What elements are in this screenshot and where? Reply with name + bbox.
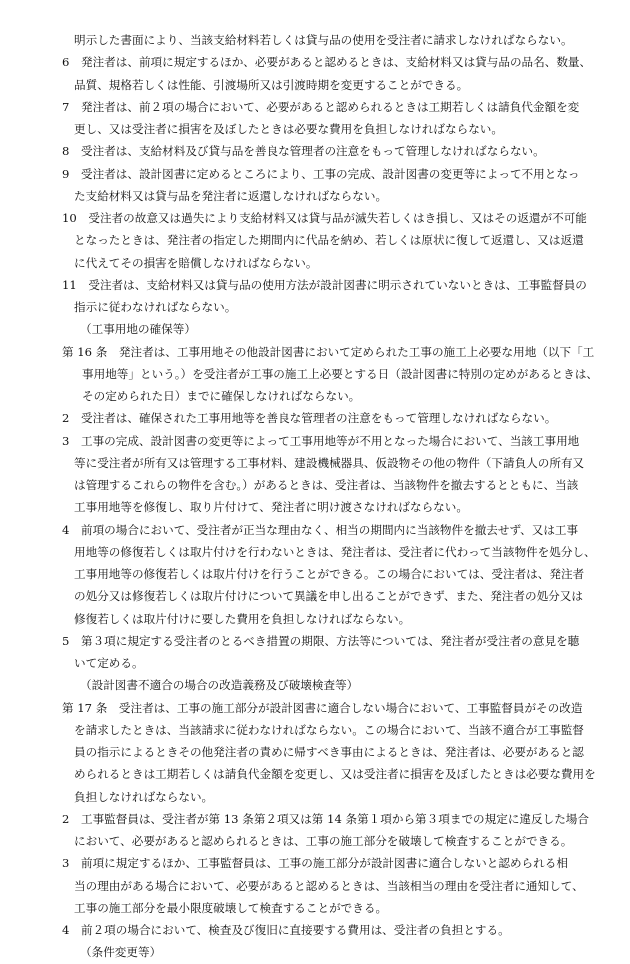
text-line: 6 発注者は、前項に規定するほか、必要があると認めるときは、支給材料又は貸与品の品名、数量、 xyxy=(62,55,592,70)
text-line: 明示した書面により、当該支給材料若しくは貸与品の使用を受注者に請求しなければならない。 xyxy=(74,33,573,47)
text-line: 9 受注者は、設計図書に定めるところにより、工事の完成、設計図書の変更等によって不用となっ xyxy=(62,166,580,181)
text-line: において、必要があると認められるときは、工事の施工部分を破壊して検査することができる。 xyxy=(74,834,573,848)
text-line: 4 前項の場合において、受注者が正当な理由なく、相当の期間内に当該物件を撤去せず、又は工事 xyxy=(62,522,579,537)
article-heading-line: 第 17 条 受注者は、工事の施工部分が設計図書に適合しない場合において、工事監督員がその改造 xyxy=(62,700,583,715)
text-line: た支給材料又は貸与品を発注者に返還しなければならない。 xyxy=(74,188,388,203)
text-line: 工事用地等を修復し、取り片付けて、発注者に明け渡さなければならない。 xyxy=(74,500,468,515)
text-line: 2 受注者は、確保された工事用地等を善良な管理者の注意をもって管理しなければならない。 xyxy=(62,411,557,426)
text-line: となったときは、発注者の指定した期間内に代品を納め、若しくは原状に復して返還し、又は返還 xyxy=(74,233,584,248)
text-line: 工事の施工部分を最小限度破壊して検査することができる。 xyxy=(74,900,388,915)
section-caption: （条件変更等） xyxy=(80,945,162,960)
text-line: の処分又は修復若しくは取片付けについて異議を申し出ることができず、また、発注者の処分又は xyxy=(74,589,583,604)
text-line: 員の指示によるときその他発注者の責めに帰すべき事由によるときは、発注者は、必要があると認 xyxy=(74,745,584,759)
section-caption: （工事用地の確保等） xyxy=(80,322,196,337)
text-line: その定められた日）までに確保しなければならない。 xyxy=(82,389,361,403)
text-line: 3 前項に規定するほか、工事監督員は、工事の施工部分が設計図書に適合しないと認められる相 xyxy=(62,856,568,871)
text-line: 修復若しくは取片付けに要した費用を負担しなければならない。 xyxy=(74,611,411,626)
text-line: 工事用地等の修復若しくは取片付けを行うことができる。この場合においては、受注者は、発注者 xyxy=(74,567,585,581)
text-line: められるときは工期若しくは請負代金額を変更し、又は受注者に損害を及ぼしたときは必要な費用を xyxy=(74,767,596,782)
text-line: いて定める。 xyxy=(74,656,144,670)
text-line: 7 発注者は、前２項の場合において、必要があると認められるときは工期若しくは請負代金額を変 xyxy=(62,99,580,114)
section-caption: （設計図書不適合の場合の改造義務及び破壊検査等） xyxy=(80,678,359,693)
text-line: 更し、又は受注者に損害を及ぼしたときは必要な費用を負担しなければならない。 xyxy=(74,122,503,136)
text-line: を請求したときは、当該請求に従わなければならない。この場合において、当該不適合が工事監督 xyxy=(74,722,584,737)
text-line: 等に受注者が所有又は管理する工事材料、建設機械器具、仮設物その他の物件（下請負人の所有又 xyxy=(74,455,585,470)
text-line: 10 受注者の故意又は過失により支給材料又は貸与品が滅失若しくはき損し、又はその返還が不可能 xyxy=(62,211,587,225)
text-line: 5 第３項に規定する受注者のとるべき措置の期限、方法等については、発注者が受注者の意見を聴 xyxy=(62,633,580,648)
text-line: 負担しなければならない。 xyxy=(74,789,214,804)
text-line: 4 前２項の場合において、検査及び復旧に直接要する費用は、受注者の負担とする。 xyxy=(62,923,510,937)
text-line: 事用地等」という。）を受注者が工事の施工上必要とする日（設計図書に特別の定めがあるときは、 xyxy=(82,366,598,381)
text-line: 2 工事監督員は、受注者が第 13 条第２項又は第 14 条第１項から第３項までの規定に違反した場合 xyxy=(62,811,589,826)
text-line: は管理するこれらの物件を含む。）があるときは、受注者は、当該物件を撤去するとともに、当該 xyxy=(74,478,579,492)
text-line: 8 受注者は、支給材料及び貸与品を善良な管理者の注意をもって管理しなければならない。 xyxy=(62,144,545,159)
text-line: 当の理由がある場合において、必要があると認めるときは、当該相当の理由を受注者に通知して、 xyxy=(74,878,584,893)
text-line: 11 受注者は、支給材料又は貸与品の使用方法が設計図書に明示されていないときは、工事監督員の xyxy=(62,277,587,292)
article-heading-line: 第 16 条 発注者は、工事用地その他設計図書において定められた工事の施工上必要な用地（以下「工 xyxy=(62,344,595,359)
text-line: 指示に従わなければならない。 xyxy=(74,300,237,314)
text-line: 品質、規格若しくは性能、引渡場所又は引渡時期を変更することができる。 xyxy=(74,77,469,92)
text-line: 用地等の修復若しくは取片付けを行わないときは、発注者は、受注者に代わって当該物件を処分し、 xyxy=(74,544,596,559)
text-line: に代えてその損害を賠償しなければならない。 xyxy=(74,255,318,270)
contract-text xyxy=(62,29,602,964)
text-line: 3 工事の完成、設計図書の変更等によって工事用地等が不用となった場合において、当該工事用地 xyxy=(62,433,580,448)
